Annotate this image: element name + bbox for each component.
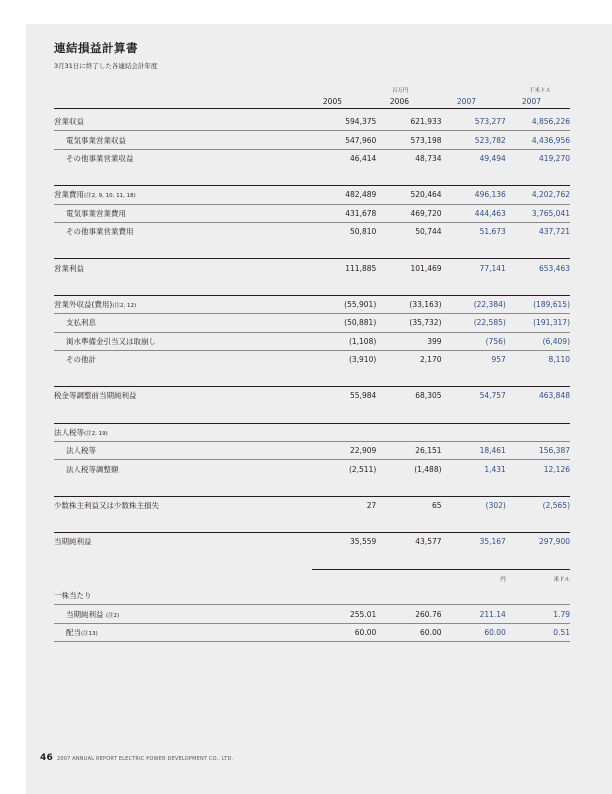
spacer-row: [54, 240, 570, 259]
table-row: 法人税等 22,909 26,151 18,461 156,387: [54, 442, 570, 460]
table-row: 法人税等(注2, 19): [54, 423, 570, 441]
spacer-row: [54, 405, 570, 424]
table-row: その他計 (3,910) 2,170 957 8,110: [66, 355, 570, 365]
spacer-row: [54, 277, 570, 296]
unit-usd: 米ドル: [553, 576, 570, 583]
page-footer: [40, 753, 233, 763]
year-header-2: 2006: [389, 97, 409, 106]
table-row: 営業収益 594,375 621,933 573,277 4,856,226: [54, 113, 570, 131]
spacer-row: [54, 368, 570, 387]
per-share-unit-row: [54, 569, 570, 587]
income-statement-table: [54, 113, 570, 642]
year-header-4: 2007: [521, 97, 541, 106]
table-row: 配当(注13) 60.00 60.00 60.00 0.51: [54, 623, 570, 641]
table-row: 少数株主利益又は少数株主損失 27 65 (302) (2,565): [54, 496, 570, 514]
table-row: 当期純利益 (注2) 255.01 260.76 211.14 1.79: [54, 605, 570, 623]
spacer-row: [54, 478, 570, 497]
table-row: 当期純利益 35,559 43,577 35,167 297,900: [54, 533, 570, 551]
table-row: 税金等調整前当期純利益 55,984 68,305 54,757 463,848: [54, 387, 570, 405]
unit-yen: 円: [500, 576, 506, 583]
spacer-row: [54, 551, 570, 570]
header-rule: [54, 108, 570, 109]
page-subtitle: 3月31日に終了した各連結会計年度: [54, 62, 158, 70]
table-row: 営業外収益(費用)(注2, 12) (55,901) (33,163) (22,384) (189,615): [54, 295, 570, 313]
table-row: その他事業営業収益 46,414 48,734 49,494 419,270: [66, 153, 570, 163]
page-number: 46: [40, 753, 53, 763]
year-header-3: 2007: [456, 97, 476, 106]
table-row: 営業利益 111,885 101,469 77,141 653,463: [54, 259, 570, 277]
year-header-1: 2005: [322, 97, 342, 106]
unit-million-yen: 百万円: [392, 88, 409, 94]
spacer-row: [54, 167, 570, 186]
footer-text: 2007 ANNUAL REPORT ELECTRIC POWER DEVELOPMENT CO., LTD.: [56, 756, 234, 762]
per-share-heading-row: 一株当たり: [54, 587, 570, 605]
page-title: 連結損益計算書: [54, 41, 138, 55]
unit-thousand-usd: 千米ドル: [529, 88, 552, 94]
table-row: その他事業営業費用 50,810 50,744 51,673 437,721: [66, 227, 570, 237]
table-row: 電気事業営業費用 431,678 469,720 444,463 3,765,041: [54, 204, 570, 222]
table-row: 支払利息 (50,881) (35,732) (22,585) (191,317): [54, 314, 570, 332]
table-row: 電気事業営業収益 547,960 573,198 523,782 4,436,956: [54, 131, 570, 149]
table-row: 法人税等調整額 (2,511) (1,488) 1,431 12,126: [66, 464, 570, 474]
table-row: 営業費用(注2, 9, 10, 11, 18) 482,489 520,464 496,136 4,202,762: [54, 186, 570, 204]
table-row: 渇水準備金引当又は取崩し (1,108) 399 (756) (6,409): [54, 332, 570, 350]
spacer-row: [54, 514, 570, 533]
